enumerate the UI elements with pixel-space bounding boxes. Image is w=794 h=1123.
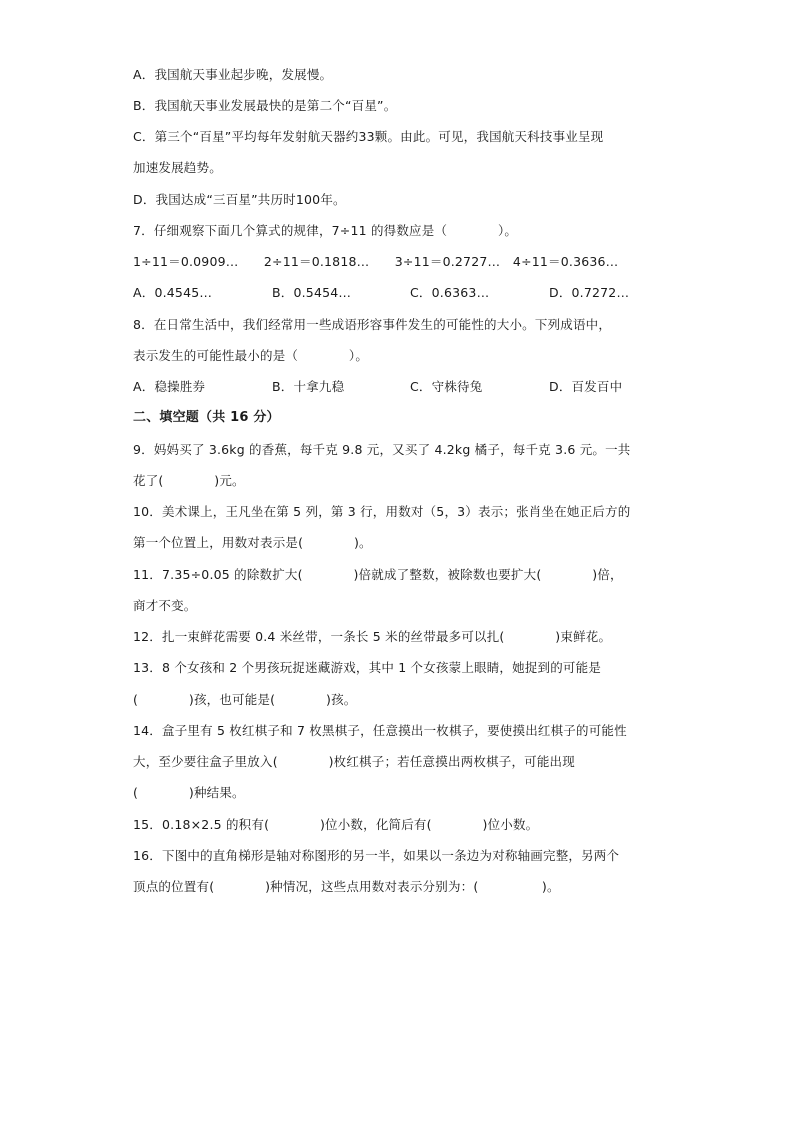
q10-line1: 10．美术课上，王凡坐在第 5 列，第 3 行，用数对（5，3）表示；张肖坐在她正后方的 [133,504,631,519]
q14-line2: 大，至少要往盒子里放入( )枚红棋子；若任意摸出两枚棋子，可能出现 [133,754,575,769]
q7-stem: 7．仔细观察下面几个算式的规律，7÷11 的得数应是（ ）。 [133,223,518,238]
q13-line2: ( )孩，也可能是( )孩。 [133,692,357,707]
q7-options [133,285,633,301]
q14-line3: ( )种结果。 [133,785,245,800]
q6-option-d: D．我国达成“三百星”共历时100年。 [133,192,346,207]
q6-option-b: B．我国航天事业发展最快的是第二个“百星”。 [133,98,397,113]
q12: 12．扎一束鲜花需要 0.4 米丝带，一条长 5 米的丝带最多可以扎( )束鲜花。 [133,629,612,644]
q14-line1: 14．盒子里有 5 枚红棋子和 7 枚黑棋子，任意摸出一枚棋子，要使摸出红棋子的可能性 [133,723,627,738]
q9-line1: 9．妈妈买了 3.6kg 的香蕉，每千克 9.8 元，又买了 4.2kg 橘子，每千克 3.6 元。一共 [133,442,631,457]
q8-option-a: A．稳操胜券 [133,379,206,394]
q15: 15．0.18×2.5 的积有( )位小数，化简后有( )位小数。 [133,817,539,832]
q8-option-b: B．十拿九稳 [272,379,345,394]
q10-line2: 第一个位置上，用数对表示是( )。 [133,535,372,550]
q8-stem-line2: 表示发生的可能性最小的是（ ）。 [133,348,369,363]
q11-line1: 11．7.35÷0.05 的除数扩大( )倍就成了整数，被除数也要扩大( )倍， [133,567,623,582]
q16-line1: 16．下图中的直角梯形是轴对称图形的另一半，如果以一条边为对称轴画完整，另两个 [133,848,620,863]
q6-option-a: A．我国航天事业起步晚，发展慢。 [133,67,333,82]
q6-option-c-line2: 加速发展趋势。 [133,160,222,175]
section-heading-fill-in: 二、填空题（共 16 分） [133,410,280,425]
q11-line2: 商才不变。 [133,598,197,613]
q7-option-c: C．0.6363… [410,285,490,300]
q8-stem-line1: 8．在日常生活中，我们经常用一些成语形容事件发生的可能性的大小。下列成语中， [133,317,612,332]
q13-line1: 13．8 个女孩和 2 个男孩玩捉迷藏游戏，其中 1 个女孩蒙上眼睛，她捉到的可能是 [133,660,602,675]
q6-option-c-line1: C．第三个“百星”平均每年发射航天器约33颗。由此。可见，我国航天科技事业呈现 [133,129,604,144]
q9-line2: 花了( )元。 [133,473,245,488]
q7-option-b: B．0.5454… [272,285,352,300]
q8-option-d: D．百发百中 [549,379,623,394]
q7-option-a: A．0.4545… [133,285,213,300]
q7-pattern: 1÷11＝0.0909… 2÷11＝0.1818… 3÷11＝0.2727… 4÷11＝0.3636… [133,254,619,269]
q7-option-d: D．0.7272… [549,285,630,300]
q8-options [133,379,633,395]
q16-line2: 顶点的位置有( )种情况，这些点用数对表示分别为：( )。 [133,879,560,894]
q8-option-c: C．守株待兔 [410,379,483,394]
